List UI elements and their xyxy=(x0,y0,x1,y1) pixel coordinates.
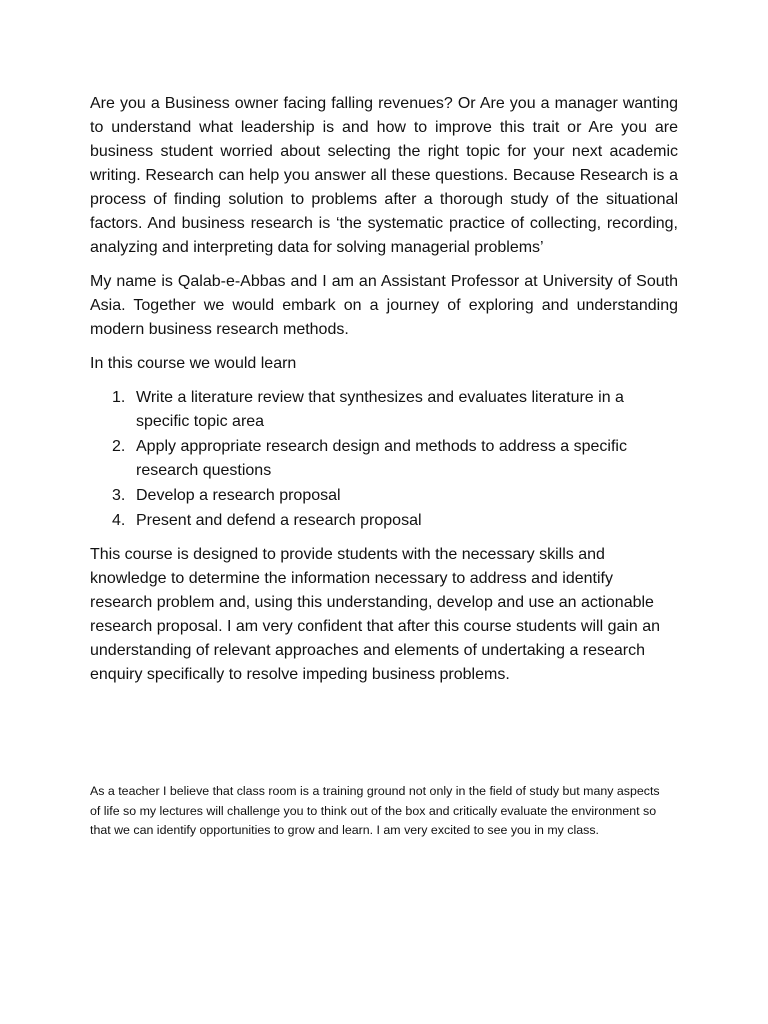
list-item-number: 1. xyxy=(112,389,126,406)
list-item xyxy=(90,435,678,483)
list-item-text: Apply appropriate research design and methods to address a specific research questions xyxy=(136,438,627,479)
course-learning-intro: In this course we would learn xyxy=(90,355,297,372)
course-summary-paragraph: This course is designed to provide students with the necessary skills and knowledge to determine the information necessary to address and identify research problem and, using this understanding, develop and use an actionable research proposal. I am very confident that after this course students will gain an understanding of relevant approaches and elements of undertaking a research enquiry specifically to resolve impeding business problems. xyxy=(90,546,661,683)
about-author-paragraph: My name is Qalab-e-Abbas and I am an Assistant Professor at University of South Asia. Together we would embark on a journey of exploring and understanding modern business research methods. xyxy=(90,273,678,338)
teacher-note-paragraph: As a teacher I believe that class room is a training ground not only in the field of study but many aspects of life so my lectures will challenge you to think out of the box and critically evaluate the environment so that we can identify opportunities to grow and learn. I am very excited to see you in my class. xyxy=(90,784,660,838)
list-item-text: Develop a research proposal xyxy=(136,487,341,504)
list-item xyxy=(90,386,678,434)
list-item-number: 4. xyxy=(112,512,126,529)
list-item xyxy=(90,509,678,533)
list-item-text: Write a literature review that synthesizes and evaluates literature in a specific topic area xyxy=(136,389,624,430)
intro-paragraph: Are you a Business owner facing falling revenues? Or Are you a manager wanting to understand what leadership is and how to improve this trait or Are you are business student worried about selecting the right topic for your next academic writing. Research can help you answer all these questions. Because Research is a process of finding solution to problems after a thorough study of the situational factors. And business research is ‘the systematic practice of collecting, recording, analyzing and interpreting data for solving managerial problems’ xyxy=(90,95,678,256)
list-item-number: 3. xyxy=(112,487,126,504)
list-item-number: 2. xyxy=(112,438,126,455)
main-content xyxy=(90,92,678,697)
list-item xyxy=(90,484,678,508)
list-item-text: Present and defend a research proposal xyxy=(136,512,422,529)
learning-outcomes-list xyxy=(90,386,678,533)
